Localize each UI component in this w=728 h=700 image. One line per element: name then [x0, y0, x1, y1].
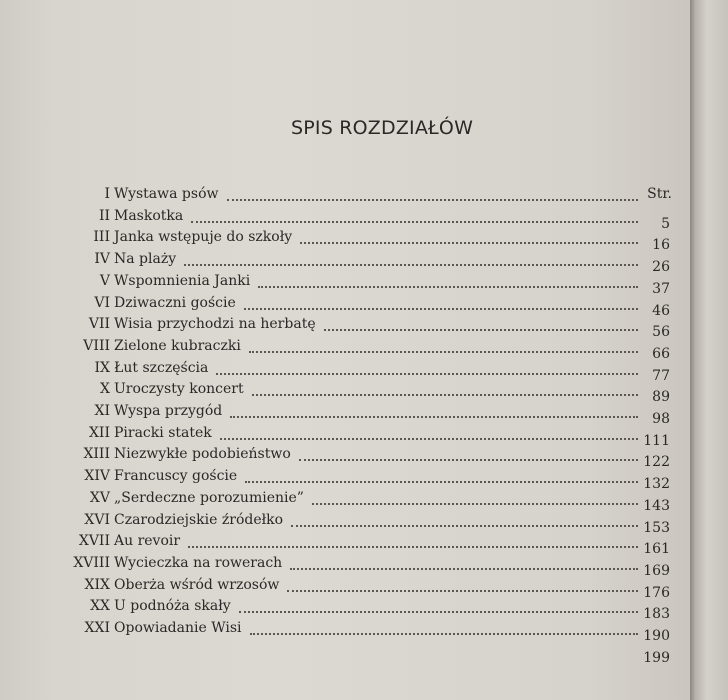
- chapter-title: Janka wstępuje do szkoły: [114, 229, 293, 246]
- chapter-title: „Serdeczne porozumienie”: [114, 489, 304, 506]
- chapter-number: XIX: [84, 576, 110, 593]
- chapter-number: IV: [94, 251, 110, 268]
- dot-leader: [252, 393, 638, 396]
- page-number: 89: [652, 389, 670, 406]
- page-number: 169: [643, 562, 670, 579]
- page-number: 183: [643, 606, 670, 623]
- dot-leader: [227, 198, 639, 201]
- page-number: 143: [643, 497, 670, 514]
- page-number: 161: [643, 541, 670, 558]
- dot-leader: [312, 502, 638, 505]
- chapter-title: Wyspa przygód: [114, 403, 223, 419]
- chapter-number: XI: [94, 403, 110, 419]
- chapter-number: II: [98, 207, 110, 224]
- chapter-number: XVIII: [73, 554, 110, 571]
- chapter-title: U podnóża skały: [114, 598, 231, 615]
- chapter-title: Uroczysty koncert: [114, 381, 244, 398]
- page-number: 26: [652, 259, 670, 276]
- chapter-title: Zielone kubraczki: [114, 337, 241, 354]
- dot-leader: [324, 328, 638, 331]
- chapter-number: IX: [94, 359, 110, 376]
- dot-leader: [216, 372, 638, 375]
- dot-leader: [249, 350, 638, 353]
- chapter-title: Francuscy goście: [114, 468, 238, 485]
- dot-leader: [191, 220, 638, 223]
- page-number: 190: [643, 628, 670, 644]
- page-number: 46: [652, 302, 670, 319]
- chapter-number: VIII: [83, 337, 110, 354]
- page-number: 5: [661, 215, 670, 232]
- chapter-number: XVII: [78, 533, 110, 550]
- page-spine-shadow: [690, 0, 728, 700]
- chapter-title: Łut szczęścia: [114, 359, 209, 376]
- chapter-number: XXI: [84, 620, 110, 636]
- chapter-number: X: [100, 381, 110, 398]
- chapter-number: XIV: [84, 468, 110, 485]
- chapter-number: VII: [88, 316, 110, 333]
- page-number: 56: [652, 324, 670, 341]
- chapter-number: XII: [88, 424, 110, 441]
- chapter-number: XVI: [84, 511, 110, 528]
- chapter-title: Czarodziejskie źródełko: [114, 511, 284, 528]
- page-number: 132: [643, 476, 670, 493]
- chapter-title: Wisia przychodzi na herbatę: [114, 316, 316, 333]
- page-column-label: Str.: [647, 186, 672, 202]
- chapter-title: Dziwaczni goście: [114, 294, 236, 311]
- dot-leader: [245, 480, 638, 483]
- dot-leader: [184, 263, 638, 266]
- chapter-title: Wycieczka na rowerach: [114, 554, 283, 571]
- dot-leader: [299, 458, 638, 461]
- page-number: 16: [652, 237, 670, 254]
- chapter-title: Au revoir: [114, 533, 181, 550]
- toc-heading: SPIS ROZDZIAŁÓW: [291, 117, 474, 139]
- chapter-number: XV: [89, 489, 110, 506]
- chapter-number: XIII: [83, 446, 110, 463]
- chapter-title: Na plaży: [114, 251, 177, 268]
- page-number: 199: [643, 649, 670, 666]
- chapter-number: III: [93, 229, 110, 246]
- dot-leader: [230, 415, 638, 418]
- chapter-title: Niezwykłe podobieństwo: [114, 446, 291, 463]
- chapter-number: VI: [94, 294, 110, 311]
- chapter-title: Wspomnienia Janki: [114, 272, 251, 289]
- page-number: 111: [643, 432, 670, 449]
- chapter-number: V: [99, 272, 110, 289]
- chapter-title: Maskotka: [114, 207, 184, 224]
- page-number: 37: [652, 280, 670, 297]
- page-number: 98: [652, 411, 670, 427]
- dot-leader: [291, 524, 638, 527]
- chapter-title: Opowiadanie Wisi: [114, 620, 242, 636]
- chapter-title: Oberża wśród wrzosów: [114, 576, 280, 593]
- page-number: 77: [652, 367, 670, 384]
- chapter-title: Piracki statek: [114, 424, 212, 441]
- dot-leader: [244, 307, 638, 310]
- dot-leader: [258, 285, 638, 288]
- chapter-title: Wystawa psów: [114, 186, 219, 202]
- dot-leader: [300, 241, 638, 244]
- page-number: 153: [643, 519, 670, 536]
- page-number: 66: [652, 345, 670, 362]
- page-number: 122: [643, 454, 670, 471]
- dot-leader: [188, 545, 638, 548]
- chapter-number: XX: [90, 598, 110, 615]
- page-number: 176: [643, 584, 670, 601]
- chapter-number: I: [104, 186, 110, 202]
- dot-leader: [239, 610, 638, 613]
- dot-leader: [290, 567, 638, 570]
- dot-leader: [220, 437, 638, 440]
- dot-leader: [250, 632, 639, 635]
- dot-leader: [287, 589, 638, 592]
